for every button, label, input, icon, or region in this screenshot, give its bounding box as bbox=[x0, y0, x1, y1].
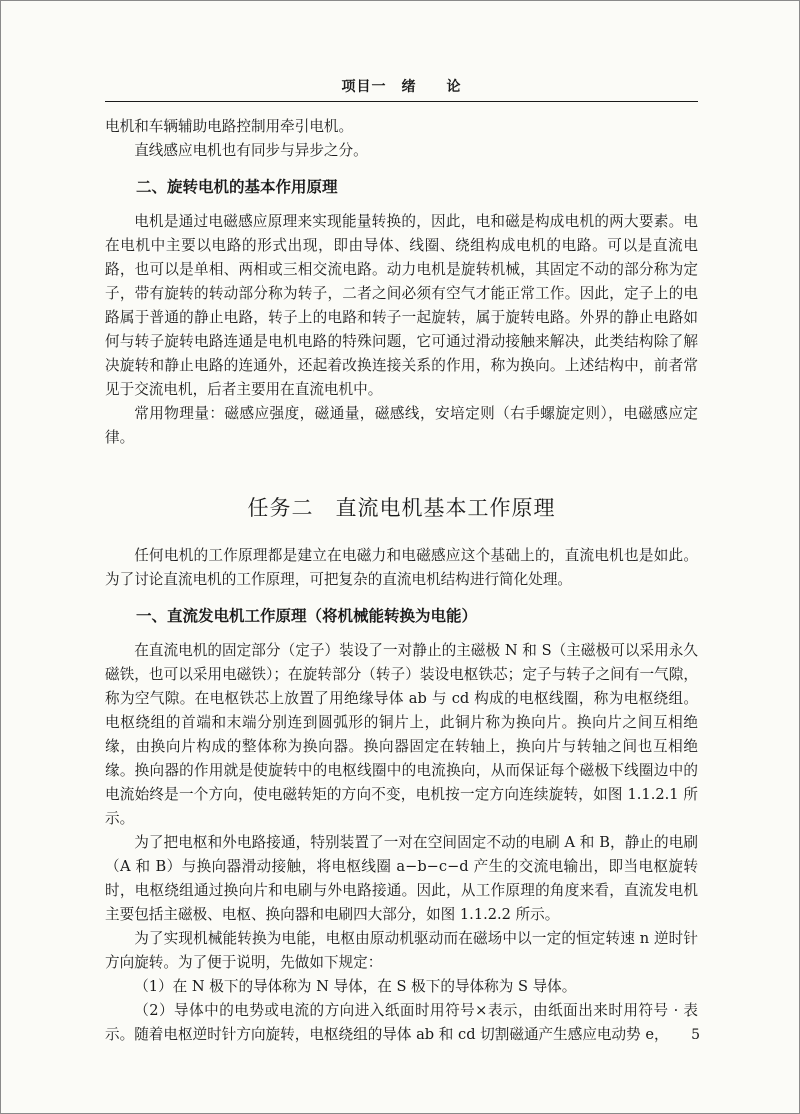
page-number: 5 bbox=[691, 1027, 700, 1043]
running-header: 项目一 绪 论 bbox=[341, 79, 462, 95]
header-rule bbox=[105, 101, 698, 102]
paragraph: 电机和车辆辅助电路控制用牵引电机。 bbox=[105, 118, 354, 135]
list-item: （2）导体中的电势或电流的方向进入纸面时用符号×表示，由纸面出来时用符号 · 表示。随着电枢逆时针方向旋转，电枢绕组的导体 ab 和 cd 切割磁通产生感应电动势 e， bbox=[105, 1002, 698, 1043]
paragraph: 为了实现机械能转换为电能，电枢由原动机驱动而在磁场中以一定的恒定转速 n 逆时针方向旋转。为了便于说明，先做如下规定： bbox=[105, 930, 698, 971]
section-heading: 二、旋转电机的基本作用原理 bbox=[136, 178, 338, 196]
paragraph: 任何电机的工作原理都是建立在电磁力和电磁感应这个基础上的，直流电机也是如此。为了讨论直流电机的工作原理，可把复杂的直流电机结构进行简化处理。 bbox=[105, 547, 698, 588]
paragraph: 电机是通过电磁感应原理来实现能量转换的，因此，电和磁是构成电机的两大要素。电在电机中主要以电路的形式出现，即由导体、线圈、绕组构成电机的电路。可以是直流电路，也可以是单相、两相或三相交流电路。动力电机是旋转机械，其固定不动的部分称为定子，带有旋转的转动部分称为转子，二者之间必须有空气才能正常工作。因此，定子上的电路属于普通的静止电路，转子上的电路和转子一起旋转，属于旋转电路。外界的静止电路如何与转子旋转电路连通是电机电路的特殊问题，它可通过滑动接触来解决，此类结构除了解决旋转和静止电路的连通外，还起着改换连接关系的作用，称为换向。上述结构中，前者常见于交流电机，后者主要用在直流电机中。 bbox=[105, 213, 698, 398]
list-item: （1）在 N 极下的导体称为 N 导体，在 S 极下的导体称为 S 导体。 bbox=[134, 978, 577, 995]
paragraph: 直线感应电机也有同步与异步之分。 bbox=[134, 142, 368, 159]
page-body bbox=[105, 115, 698, 1047]
task-title: 任务二 直流电机基本工作原理 bbox=[247, 496, 556, 520]
paragraph: 常用物理量：磁感应强度，磁通量，磁感线，安培定则（右手螺旋定则），电磁感应定律。 bbox=[105, 405, 698, 446]
paragraph: 在直流电机的固定部分（定子）装设了一对静止的主磁极 N 和 S（主磁极可以采用永久磁铁，也可以采用电磁铁）；在旋转部分（转子）装设电枢铁芯；定子与转子之间有一气隙，称为空气隙。在电枢铁芯上放置了用绝缘导体 ab 与 cd 构成的电枢线圈，称为电枢绕组。电枢绕组的首端和末端分别连到圆弧形的铜片上，此铜片称为换向片。换向片之间互相绝缘，由换向片构成的整体称为换向器。换向器固定在转轴上，换向片与转轴之间也互相绝缘。换向器的作用就是使旋转中的电枢线圈中的电流换向，从而保证每个磁极下线圈边中的电流始终是一个方向，使电磁转矩的方向不变，电机按一定方向连续旋转，如图 1.1.2.1 所示。 bbox=[105, 642, 698, 827]
section-heading: 一、直流发电机工作原理（将机械能转换为电能） bbox=[136, 607, 478, 625]
paragraph: 为了把电枢和外电路接通，特别装置了一对在空间固定不动的电刷 A 和 B，静止的电刷（A 和 B）与换向器滑动接触，将电枢线圈 a−b−c−d 产生的交流电输出，即当电枢旋转时，电枢绕组通过换向片和电刷与外电路接通。因此，从工作原理的角度来看，直流发电机主要包括主磁极、电枢、换向器和电刷四大部分，如图 1.1.2.2 所示。 bbox=[105, 834, 698, 923]
